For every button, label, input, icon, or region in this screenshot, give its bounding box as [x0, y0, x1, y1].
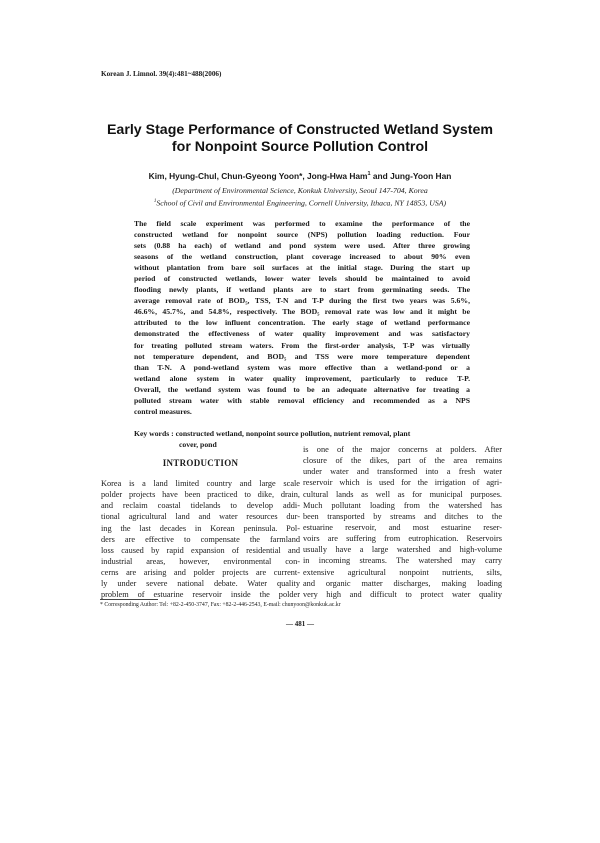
footnote-rule — [100, 599, 158, 600]
abstract-line: polluted stream water with stable removal efficiency and recommended as a NPS — [134, 395, 470, 405]
abstract — [134, 218, 470, 417]
author-list — [60, 171, 540, 181]
abstract-line: attributed to the low influent concentration. The early stage of wetland performance — [134, 318, 470, 328]
body-text-line: cerns are arising and polder projects are current- — [101, 568, 300, 578]
abstract-line: sets (0.88 ha each) of wetland and pond system were used. After three growing — [134, 241, 470, 251]
body-text-line: is one of the major concerns at polders. After — [303, 445, 502, 454]
body-text-line: very high and difficult to protect water quality — [303, 589, 502, 599]
keywords-label: Key words : — [134, 429, 174, 438]
abstract-line: demonstrated the effectiveness of water quality improvement and was satisfactory — [134, 329, 470, 339]
body-text-line: extensive agricultural nonpoint nutrients, silts, — [303, 567, 502, 577]
body-text-line: ly under severe national debate. Water quality — [101, 579, 300, 589]
title-line-1: Early Stage Performance of Constructed Wetland System — [106, 122, 494, 138]
abstract-line: average removal rate of BOD₅, TSS, T-N and T-P during the first two years was 5.6%, — [134, 296, 470, 306]
affiliation-1: (Department of Environmental Science, Konkuk University, Seoul 147-704, Korea — [172, 186, 428, 195]
body-text-line: ing the last decades in Korean peninsula. Pol- — [101, 523, 300, 533]
body-text-line: been transported by streams and ditches to the — [303, 511, 502, 521]
affiliation-2-mark: 1 — [153, 199, 157, 204]
body-text-line: industrial areas, however, environmental con- — [101, 556, 300, 566]
body-column-right — [303, 444, 502, 600]
body-text-line: voirs are suffering from eutrophication. Reservoirs — [303, 534, 502, 544]
body-text-line: in incoming streams. The watershed may carry — [303, 556, 502, 566]
body-text-line: and organic matter discharges, making loading — [303, 578, 502, 588]
body-text-line: cultural lands as well as for municipal purposes. — [303, 489, 502, 499]
body-text-line: usually have a large watershed and high-volume — [303, 545, 502, 555]
abstract-line: 46.6%, 45.7%, and 54.8%, respectively. The BOD₅ removal rate was low and it might be — [134, 307, 470, 317]
body-text-line: closure of the dikes, part of the area remains — [303, 456, 502, 466]
body-column-left — [101, 478, 300, 601]
abstract-line: not temperature dependent, and BOD₅ and TSS were more temperature dependent — [134, 351, 470, 361]
abstract-line: for treating polluted stream waters. From the first-order analysis, T-P was virtually — [134, 340, 470, 350]
body-text-line: and reclaim coastal tidelands to develop addi- — [101, 501, 300, 511]
affiliation-2 — [100, 196, 500, 209]
journal-citation: Korean J. Limnol. 39(4):481~488(2006) — [101, 70, 222, 78]
section-heading-introduction: INTRODUCTION — [162, 458, 239, 468]
authors-part-1: Kim, Hyung-Chul, Chun-Gyeong Yoon*, Jong-Hwa Ham — [148, 171, 368, 181]
abstract-line: control measures. — [134, 406, 192, 416]
keywords-line-2: cover, pond — [179, 440, 217, 449]
body-text-line: Korea is a land limited country and large scale — [101, 479, 300, 488]
body-text-line: polder projects have been practiced to dike, drain, — [101, 490, 300, 500]
abstract-line: flooding newly plants, if wetland plants are to start from germinating seeds. The — [134, 285, 470, 295]
affiliation-2-text: School of Civil and Environmental Engineering, Cornell University, Ithaca, NY 14853, USA) — [156, 198, 447, 208]
body-text-line: estuarine reservoir, and most estuarine reser- — [303, 522, 502, 532]
keywords-line-1: constructed wetland, nonpoint source pollution, nutrient removal, plant — [175, 429, 411, 438]
author-affiliation-mark: 1 — [367, 171, 371, 178]
body-text-line: problem of estuarine reservoir inside the polder — [101, 590, 300, 600]
page-number: — 481 — — [286, 620, 314, 628]
abstract-line: seasons of the wetland construction, plant coverage increased to about 90% even — [134, 252, 470, 262]
abstract-line: The field scale experiment was performed to examine the performance of the — [134, 219, 470, 228]
abstract-line: constructed wetland for nonpoint source (NPS) pollution loading reduction. Four — [134, 230, 470, 240]
body-text-line: ders are effective to compensate the farmland — [101, 534, 300, 544]
body-text-line: tional agricultural land and water resources dur- — [101, 512, 300, 522]
paper-title — [60, 122, 540, 156]
body-text-line: Much pollutant loading from the watershed has — [303, 500, 502, 510]
title-line-2: for Nonpoint Source Pollution Control — [171, 139, 429, 155]
abstract-line: Overall, the wetland system was found to be an adequate alternative for treating a — [134, 384, 470, 394]
body-text-line: reservoir which is used for the irrigation of agri- — [303, 478, 502, 488]
footnote-corresponding-author: * Corresponding Author: Tel: +82-2-450-3747, Fax: +82-2-446-2543, E-mail: chunyoon@konkuk.ac.kr — [100, 602, 341, 608]
abstract-line: period of constructed wetlands, lower water levels should be maintained to avoid — [134, 274, 470, 284]
abstract-line: than T-N. A pond-wetland system was more effective than a wetland-pond or a — [134, 362, 470, 372]
authors-part-2: and Jung-Yoon Han — [370, 171, 452, 181]
abstract-line: wetland alone system in water quality improvement, particularly to reduce T-P. — [134, 373, 470, 383]
body-text-line: loss caused by rapid expansion of residential and — [101, 545, 300, 555]
abstract-line: without plantation from bare soil surfaces at the initial stage. During the start up — [134, 263, 470, 273]
body-text-line: under water and transformed into a fresh water — [303, 467, 502, 477]
